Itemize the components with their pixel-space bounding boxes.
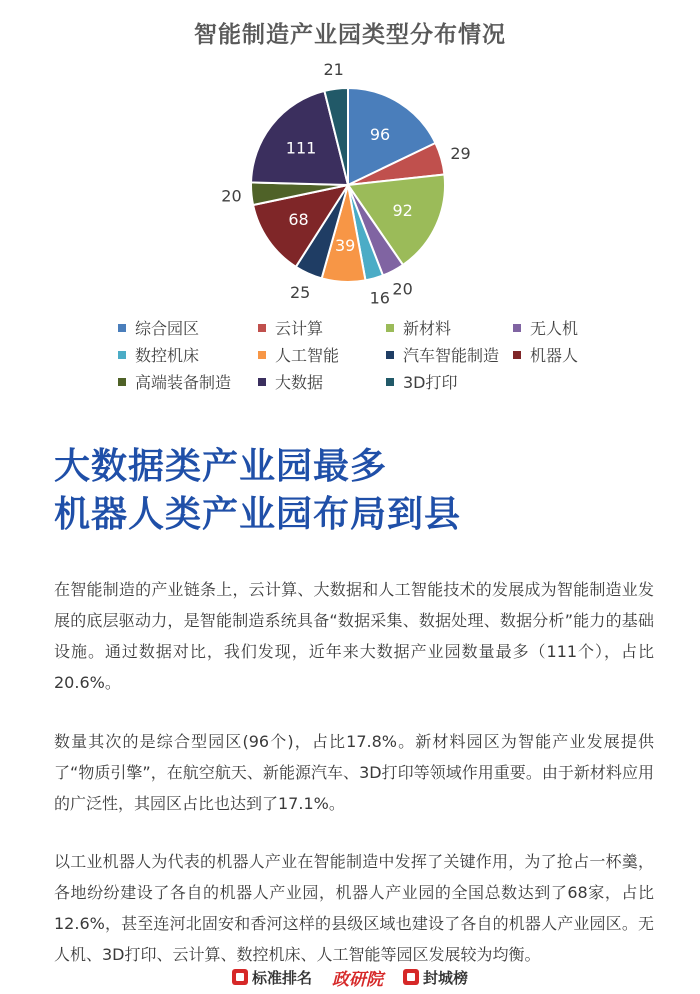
data-label-1: 29 xyxy=(450,143,471,163)
data-label-5: 39 xyxy=(335,236,356,256)
legend-label-3: 无人机 xyxy=(530,319,579,338)
logo-fengcheng xyxy=(403,967,468,988)
legend-label-9: 大数据 xyxy=(275,373,324,392)
article-headline xyxy=(54,443,461,539)
legend-item-8 xyxy=(118,372,231,394)
legend-item-3 xyxy=(513,318,578,340)
legend-label-2: 新材料 xyxy=(403,319,452,338)
legend-swatch-1 xyxy=(258,324,266,332)
legend-swatch-7 xyxy=(513,351,521,359)
logo-biaozhun xyxy=(232,967,312,988)
footer-logos xyxy=(0,960,700,994)
legend-label-7: 机器人 xyxy=(530,346,579,365)
legend-item-5 xyxy=(258,345,339,367)
legend-item-4 xyxy=(118,345,199,367)
legend-item-9 xyxy=(258,372,323,394)
biaozhun-logo-icon xyxy=(232,969,248,985)
data-label-8: 20 xyxy=(221,186,242,206)
legend-label-0: 综合园区 xyxy=(135,319,200,338)
fengcheng-logo-icon xyxy=(403,969,419,985)
legend-label-8: 高端装备制造 xyxy=(135,373,232,392)
legend-item-2 xyxy=(386,318,451,340)
legend-item-0 xyxy=(118,318,199,340)
legend-swatch-4 xyxy=(118,351,126,359)
legend-label-1: 云计算 xyxy=(275,319,324,338)
legend-swatch-5 xyxy=(258,351,266,359)
data-label-9: 111 xyxy=(285,138,317,158)
legend-label-4: 数控机床 xyxy=(135,346,200,365)
data-label-4: 16 xyxy=(369,288,390,308)
logo-fengcheng-text: 封城榜 xyxy=(423,968,469,987)
paragraph-2: 数量其次的是综合型园区(96个)，占比17.8%。新材料园区为智能产业发展提供了“物质引擎”，在航空航天、新能源汽车、3D打印等领域作用重要。由于新材料应用的广泛性，其园区占比也达到了17.1%。 xyxy=(54,732,654,813)
data-label-2: 92 xyxy=(392,201,413,221)
legend-swatch-3 xyxy=(513,324,521,332)
legend-swatch-10 xyxy=(386,378,394,386)
legend-swatch-8 xyxy=(118,378,126,386)
legend-swatch-6 xyxy=(386,351,394,359)
logo-zhengyan-text: 政研院 xyxy=(332,969,383,990)
legend-item-7 xyxy=(513,345,578,367)
headline-line-2: 机器人类产业园布局到县 xyxy=(54,494,462,535)
legend-label-10: 3D打印 xyxy=(403,373,458,392)
legend-item-6 xyxy=(386,345,499,367)
logo-zhengyan xyxy=(332,965,383,990)
chart-title: 智能制造产业园类型分布情况 xyxy=(194,22,506,48)
legend-item-1 xyxy=(258,318,323,340)
legend-swatch-9 xyxy=(258,378,266,386)
headline-line-1: 大数据类产业园最多 xyxy=(54,446,388,487)
paragraph-3: 以工业机器人为代表的机器人产业在智能制造中发挥了关键作用，为了抢占一杯羹，各地纷纷建设了各自的机器人产业园，机器人产业园的全国总数达到了68家，占比12.6%，甚至连河北固安和香河这样的县级区域也建设了各自的机器人产业园区。无人机、3D打印、云计算、数控机床、人工智能等园区发展较为均衡。 xyxy=(54,852,654,964)
legend-swatch-0 xyxy=(118,324,126,332)
data-label-6: 25 xyxy=(289,282,311,302)
data-label-3: 20 xyxy=(392,279,413,299)
paragraph-1: 在智能制造的产业链条上，云计算、大数据和人工智能技术的发展成为智能制造业发展的底层驱动力，是智能制造系统具备“数据采集、数据处理、数据分析”能力的基础设施。通过数据对比，我们发现，近年来大数据产业园数量最多（111个），占比20.6%。 xyxy=(54,580,654,692)
legend-label-5: 人工智能 xyxy=(275,346,340,365)
data-label-0: 96 xyxy=(369,125,391,145)
legend-swatch-2 xyxy=(386,324,394,332)
data-label-7: 68 xyxy=(288,210,309,230)
pie-chart xyxy=(0,0,700,310)
legend-label-6: 汽车智能制造 xyxy=(403,346,500,365)
data-label-10: 21 xyxy=(323,59,344,79)
legend-item-10 xyxy=(386,372,458,394)
logo-biaozhun-text: 标准排名 xyxy=(251,968,312,987)
